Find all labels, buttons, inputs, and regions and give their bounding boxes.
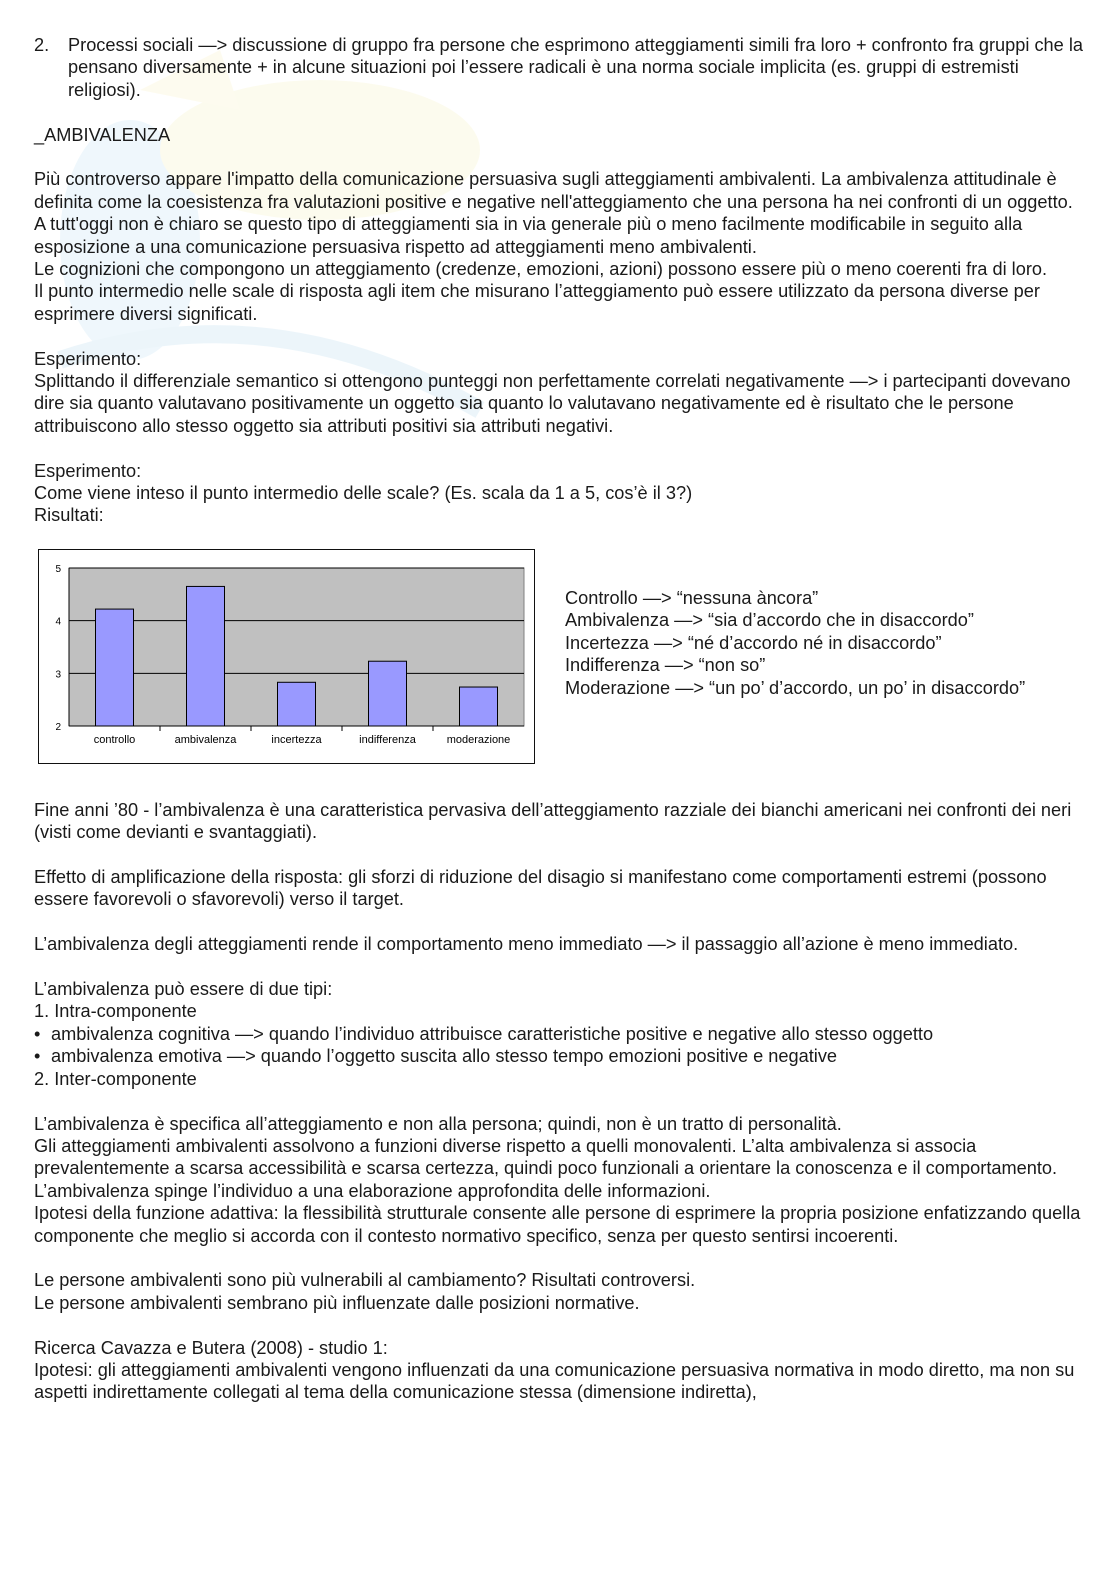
x-tick-label: incertezza bbox=[271, 733, 322, 746]
paragraph-effetto-amplificazione: Effetto di amplificazione della risposta: gli sforzi di riduzione del disagio si manifestano come comportamenti estremi (possono essere favorevoli o sfavorevoli) verso il target. bbox=[34, 867, 1047, 910]
legend-line: Moderazione —> “un po’ d’accordo, un po’ in disaccordo” bbox=[565, 677, 1026, 698]
bullet-icon: • bbox=[34, 1046, 41, 1067]
tipi-item-2: 2. Inter-componente bbox=[34, 1068, 197, 1089]
list-number: 2. bbox=[34, 35, 50, 55]
bar-moderazione bbox=[460, 687, 498, 726]
experiment-1-label: Esperimento: bbox=[34, 348, 142, 369]
bar-indifferenza bbox=[369, 661, 407, 726]
paragraph-influenzate: Le persone ambivalenti sembrano più influenzate dalle posizioni normative. bbox=[34, 1292, 640, 1313]
bar-incertezza bbox=[278, 682, 316, 726]
tipi-intro: L’ambivalenza può essere di due tipi: bbox=[34, 979, 333, 1000]
paragraph-ambivalenza: Più controverso appare l'impatto della comunicazione persuasiva sugli atteggiamenti ambivalenti. La ambivalenza attitudinale è definita come la coesistenza fra valutazioni positive e negative nell'atteggiamento che una persona ha nei confronti di un oggetto. A tutt'oggi non è chiaro se questo tipo di atteggiamenti sia in via generale più o meno facilmente modificabile in seguito alla esposizione a una comunicazione persuasiva rispetto ad atteggiamenti meno ambivalenti. bbox=[34, 169, 1073, 257]
paragraph-fine-anni-80: Fine anni ’80 - l’ambivalenza è una caratteristica pervasiva dell’atteggiamento razziale dei bianchi americani nei confronti dei neri (visti come devianti e svantaggiati). bbox=[34, 799, 1072, 843]
experiment-2-label: Esperimento: bbox=[34, 460, 142, 481]
legend-line: Incertezza —> “né d’accordo né in disaccordo” bbox=[565, 632, 942, 653]
bar-ambivalenza bbox=[187, 586, 225, 726]
experiment-2-results: Risultati: bbox=[34, 505, 104, 526]
experiment-2-question: Come viene inteso il punto intermedio delle scale? (Es. scala da 1 a 5, cos’è il 3?) bbox=[34, 483, 693, 504]
legend-line: Controllo —> “nessuna àncora” bbox=[565, 587, 819, 608]
bullet-text: ambivalenza cognitiva —> quando l’individuo attribuisce caratteristiche positive e negative allo stesso oggetto bbox=[51, 1023, 934, 1044]
y-tick-label: 4 bbox=[55, 616, 61, 628]
paragraph-vulnerabili: Le persone ambivalenti sono più vulnerabili al cambiamento? Risultati controversi. bbox=[34, 1270, 696, 1291]
legend-line: Ambivalenza —> “sia d’accordo che in disaccordo” bbox=[565, 610, 974, 631]
bullet-item bbox=[34, 1045, 1084, 1067]
bar-chart bbox=[38, 549, 535, 764]
bar-chart-svg bbox=[39, 550, 534, 763]
paragraph-punto-intermedio: Il punto intermedio nelle scale di risposta agli item che misurano l’atteggiamento può essere utilizzato da persona diverse per esprimere diversi significati. bbox=[34, 281, 1040, 324]
bullet-text: ambivalenza emotiva —> quando l’oggetto suscita allo stesso tempo emozioni positive e negative bbox=[51, 1046, 838, 1067]
legend-line: Indifferenza —> “non so” bbox=[565, 655, 766, 676]
results-figure bbox=[34, 549, 1084, 799]
bullet-icon: • bbox=[34, 1023, 41, 1044]
y-tick-label: 3 bbox=[55, 669, 61, 681]
tipi-item-1: 1. Intra-componente bbox=[34, 1001, 197, 1022]
paragraph-cognizioni: Le cognizioni che compongono un atteggiamento (credenze, emozioni, azioni) possono essere più o meno coerenti fra di loro. bbox=[34, 259, 1048, 280]
paragraph-comportamento: L’ambivalenza degli atteggiamenti rende il comportamento meno immediato —> il passaggio all’azione è meno immediato. bbox=[34, 934, 1019, 955]
x-tick-label: indifferenza bbox=[359, 733, 416, 746]
list-text: Processi sociali —> discussione di gruppo fra persone che esprimono atteggiamenti simili fra loro + confronto fra gruppi che la pensano diversamente + in alcune situazioni poi l’essere radicali è una norma sociale implicita (es. gruppi di estremisti religiosi). bbox=[68, 35, 1083, 100]
bar-controllo bbox=[96, 609, 134, 726]
paragraph-funzioni: Gli atteggiamenti ambivalenti assolvono a funzioni diverse rispetto a quelli monovalenti. L’alta ambivalenza si associa prevalentemente a scarsa accessibilità e scarsa certezza, quindi poco funzionali a orientare la conoscenza e il comportamento. L’ambivalenza spinge l’individuo a una elaborazione approfondita delle informazioni. bbox=[34, 1135, 1058, 1201]
list-item-processi-sociali bbox=[34, 34, 1084, 101]
experiment-1-text: Splittando il differenziale semantico si ottengono punteggi non perfettamente correlati negativamente —> i partecipanti dovevano dire sia quanto valutavano positivamente un oggetto sia quanto lo valutavano negativamente ed è risultato che le persone attribuiscono allo stesso oggetto sia attributi positivi sia attributi negativi. bbox=[34, 371, 1071, 436]
chart-legend-text bbox=[565, 587, 1065, 699]
paragraph-ipotesi-adattiva: Ipotesi della funzione adattiva: la flessibilità strutturale consente alle persone di esprimere la propria posizione enfatizzando quella componente che meglio si accorda con il contesto normativo specifico, senza per questo sentirsi incoerenti. bbox=[34, 1203, 1081, 1246]
section-heading: _AMBIVALENZA bbox=[34, 124, 171, 145]
x-tick-label: moderazione bbox=[446, 733, 511, 746]
bullet-item bbox=[34, 1023, 1084, 1045]
y-tick-label: 5 bbox=[55, 563, 61, 575]
x-tick-label: ambivalenza bbox=[174, 733, 237, 746]
document-page bbox=[34, 34, 1084, 1404]
ricerca-title: Ricerca Cavazza e Butera (2008) - studio 1: bbox=[34, 1337, 388, 1358]
x-tick-label: controllo bbox=[93, 733, 136, 746]
paragraph-specifica: L’ambivalenza è specifica all’atteggiamento e non alla persona; quindi, non è un tratto di personalità. bbox=[34, 1113, 842, 1134]
ricerca-ipotesi: Ipotesi: gli atteggiamenti ambivalenti vengono influenzati da una comunicazione persuasiva normativa in modo diretto, ma non su aspetti indirettamente collegati al tema della comunicazione stessa (dimensione indiretta), bbox=[34, 1359, 1075, 1403]
y-tick-label: 2 bbox=[55, 721, 61, 733]
